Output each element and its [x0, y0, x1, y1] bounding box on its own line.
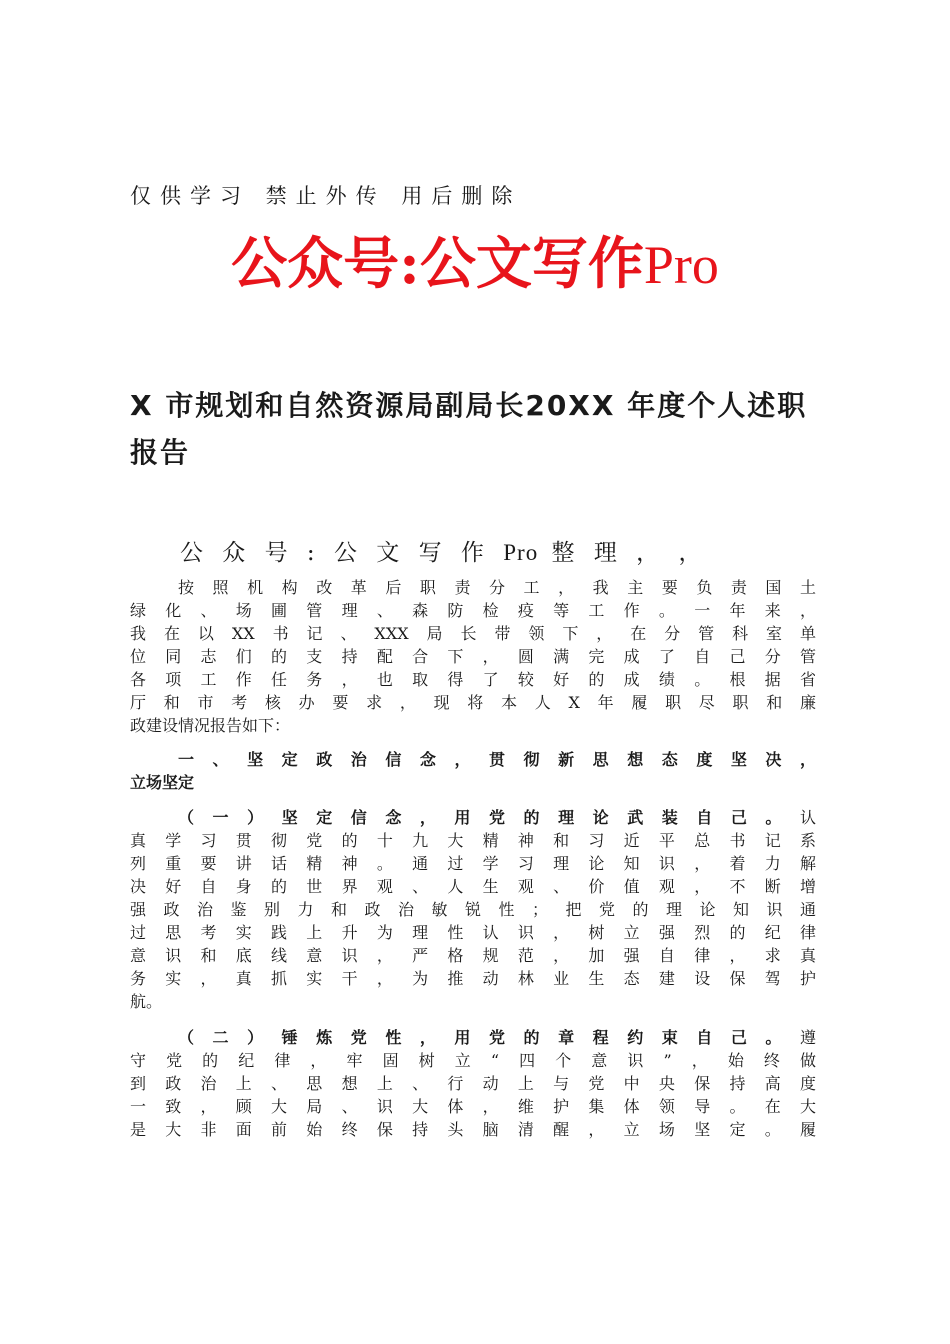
brand-suffix: Pro	[643, 235, 719, 295]
document-title: X 市规划和自然资源局副局长20XX 年度个人述职报告	[130, 389, 808, 469]
subsection-first-tail: 遵	[799, 1028, 816, 1047]
subsection-heading: （一）坚定信念，用党的理论武装自己。	[178, 808, 800, 827]
section-heading-line: 一、坚定政治信念，贯彻新思想态度坚决，	[178, 750, 816, 769]
subsection-line: 一致，顾大局、识大体，维护集体领导。在大	[130, 1097, 816, 1116]
brand-name: 公众号:公文写作	[231, 231, 644, 297]
intro-paragraph	[130, 576, 816, 737]
intro-line: 我在以XX书记、XXX局长带领下，在分管科室单	[130, 624, 816, 643]
subsection-1	[130, 806, 816, 1013]
intro-line: 按照机构改革后职责分工，我主要负责国土	[178, 578, 816, 597]
source-suffix: 整 理 ， ，	[551, 540, 708, 566]
intro-line: 各项工作任务，也取得了较好的成绩。根据省	[130, 670, 816, 689]
section-heading	[130, 748, 816, 794]
brand-banner	[0, 228, 950, 301]
subsection-line: 是大非面前始终保持头脑清醒，立场坚定。履	[130, 1120, 816, 1139]
subsection-line: 到政治上、思想上、行动上与党中央保持高度	[130, 1074, 816, 1093]
subsection-line: 航。	[130, 992, 163, 1011]
source-pro: Pro	[503, 540, 539, 565]
usage-notice: 仅供学习 禁止外传 用后删除	[130, 184, 522, 208]
subsection-line: 守党的纪律，牢固树立“四个意识”，始终做	[130, 1051, 816, 1070]
source-line	[180, 534, 707, 567]
intro-line: 位同志们的支持配合下，圆满完成了自己分管	[130, 647, 816, 666]
subsection-first-tail: 认	[799, 808, 816, 827]
subsection-first-line	[130, 1026, 816, 1049]
intro-line: 厅和市考核办要求，现将本人X年履职尽职和廉	[130, 693, 816, 712]
subsection-line: 真学习贯彻党的十九大精神和习近平总书记系	[130, 831, 816, 850]
subsection-line: 强政治鉴别力和政治敏锐性；把党的理论知识通	[130, 900, 816, 919]
subsection-line: 列重要讲话精神。通过学习理论知识，着力解	[130, 854, 816, 873]
subsection-line: 意识和底线意识，严格规范，加强自律，求真	[130, 946, 816, 965]
subsection-2	[130, 1026, 816, 1141]
section-heading-line: 立场坚定	[130, 773, 195, 792]
intro-line: 绿化、场圃管理、森防检疫等工作。一年来，	[130, 601, 816, 620]
subsection-heading: （二）锤炼党性，用党的章程约束自己。	[178, 1028, 800, 1047]
subsection-line: 务实，真抓实干，为推动林业生态建设保驾护	[130, 969, 816, 988]
source-prefix: 公 众 号 : 公 文 写 作	[180, 540, 490, 566]
subsection-line: 过思考实践上升为理性认识，树立强烈的纪律	[130, 923, 816, 942]
subsection-first-line	[130, 806, 816, 829]
subsection-line: 决好自身的世界观、人生观、价值观，不断增	[130, 877, 816, 896]
intro-line: 政建设情况报告如下：	[130, 716, 291, 735]
